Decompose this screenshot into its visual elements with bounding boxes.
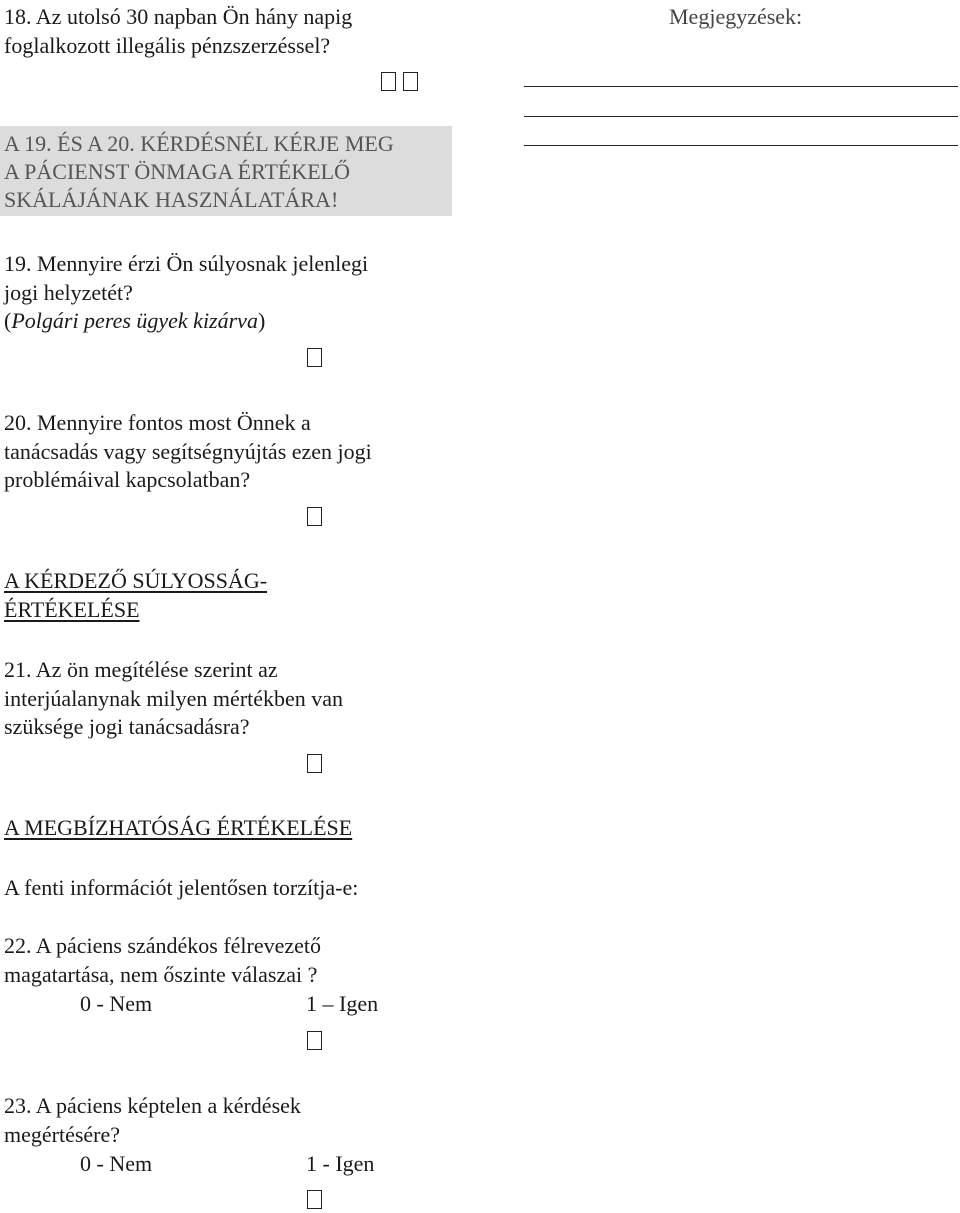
q19-note-open: ( bbox=[4, 308, 12, 333]
q20-line-1: 20. Mennyire fontos most Önnek a bbox=[4, 410, 311, 435]
notes-label: Megjegyzések: bbox=[669, 4, 803, 29]
q20-answer-box[interactable] bbox=[307, 507, 322, 526]
q20-line-3: problémáival kapcsolatban? bbox=[4, 467, 251, 492]
q22-line-2: magatartása, nem őszinte válaszai ? bbox=[4, 962, 318, 987]
instruction-line-3: SKÁLÁJÁNAK HASZNÁLATÁRA! bbox=[4, 187, 339, 212]
notes-line-2[interactable] bbox=[524, 116, 958, 117]
q18-line-2: foglalkozott illegális pénzszerzéssel? bbox=[4, 33, 331, 58]
reliability-title: A MEGBÍZHATÓSÁG ÉRTÉKELÉSE bbox=[4, 815, 353, 840]
q22-line-1: 22. A páciens szándékos félrevezető bbox=[4, 933, 322, 958]
q20-line-2: tanácsadás vagy segítségnyújtás ezen jogi bbox=[4, 439, 372, 464]
q19-note bbox=[4, 307, 265, 334]
q23-line-2: megértésére? bbox=[4, 1122, 121, 1147]
q22-option-yes: 1 – Igen bbox=[306, 991, 379, 1016]
q18-answer-box-2[interactable] bbox=[403, 72, 418, 91]
q21-answer-box[interactable] bbox=[307, 754, 322, 773]
q22-option-no: 0 - Nem bbox=[80, 991, 153, 1016]
q22-answer-box[interactable] bbox=[307, 1031, 322, 1050]
distortion-intro: A fenti információt jelentősen torzítja-e: bbox=[4, 875, 359, 900]
instruction-line-1: A 19. ÉS A 20. KÉRDÉSNÉL KÉRJE MEG bbox=[4, 131, 394, 156]
severity-title-line-2: ÉRTÉKELÉSE bbox=[4, 597, 140, 622]
q21-line-1: 21. Az ön megítélése szerint az bbox=[4, 657, 278, 682]
q21-line-2: interjúalanynak milyen mértékben van bbox=[4, 686, 344, 711]
q23-line-1: 23. A páciens képtelen a kérdések bbox=[4, 1093, 301, 1118]
q23-option-no: 0 - Nem bbox=[80, 1151, 153, 1176]
q23-option-yes: 1 - Igen bbox=[306, 1151, 375, 1176]
q21-line-3: szüksége jogi tanácsadásra? bbox=[4, 714, 250, 739]
notes-line-3[interactable] bbox=[524, 145, 958, 146]
instruction-line-2: A PÁCIENST ÖNMAGA ÉRTÉKELŐ bbox=[4, 159, 351, 184]
q18-line-1: 18. Az utolsó 30 napban Ön hány napig bbox=[4, 4, 353, 29]
q19-answer-box[interactable] bbox=[307, 348, 322, 367]
q18-answer-box-1[interactable] bbox=[381, 72, 396, 91]
q19-line-1: 19. Mennyire érzi Ön súlyosnak jelenlegi bbox=[4, 251, 369, 276]
severity-title-line-1: A KÉRDEZŐ SÚLYOSSÁG- bbox=[4, 568, 268, 593]
q19-line-2: jogi helyzetét? bbox=[4, 280, 133, 305]
q19-note-close: ) bbox=[257, 308, 266, 333]
q19-note-italic: Polgári peres ügyek kizárva bbox=[11, 308, 258, 333]
q23-answer-box[interactable] bbox=[307, 1190, 322, 1209]
notes-line-1[interactable] bbox=[524, 86, 958, 87]
